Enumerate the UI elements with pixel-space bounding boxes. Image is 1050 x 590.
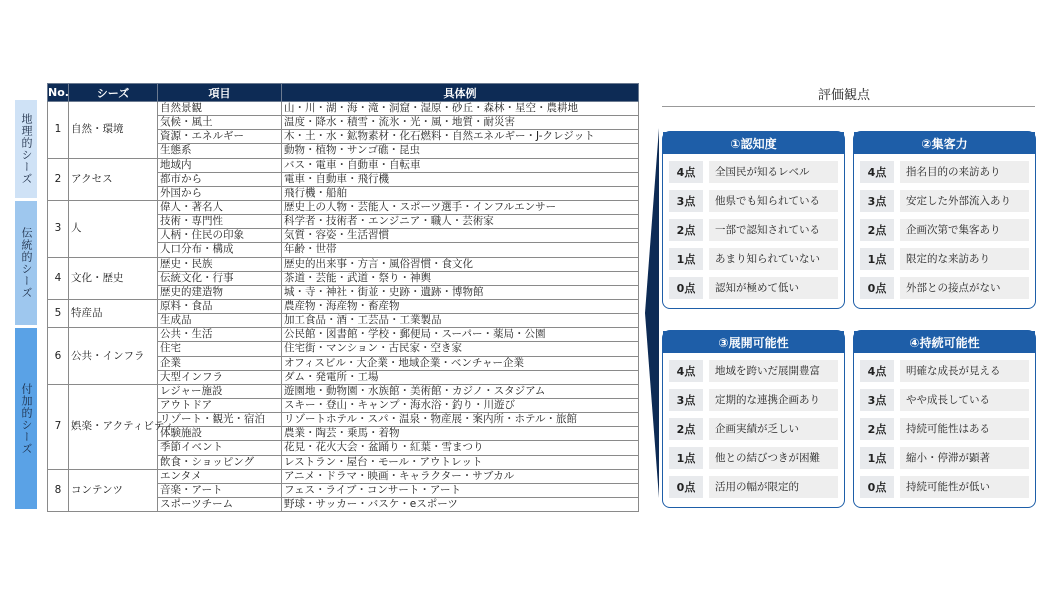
cell-example: 電車・自動車・飛行機 [282, 172, 639, 186]
cell-item: 生成品 [158, 314, 282, 328]
score-row [669, 476, 838, 498]
table-row [48, 102, 639, 116]
score-description: 外部との接点がない [900, 277, 1029, 299]
score-points: 4点 [669, 161, 703, 183]
cell-example: 城・寺・神社・街並・史跡・遺跡・博物館 [282, 285, 639, 299]
cell-example: フェス・ライブ・コンサート・アート [282, 483, 639, 497]
cell-example: 温度・降水・積雪・流氷・光・風・地質・耐災害 [282, 116, 639, 130]
cell-no: 1 [48, 102, 69, 159]
score-row [860, 476, 1029, 498]
score-row [669, 219, 838, 241]
cell-seeds: アクセス [69, 158, 158, 200]
score-description: 全国民が知るレベル [709, 161, 838, 183]
score-description: 定期的な連携企画あり [709, 389, 838, 411]
cell-example: 遊園地・動物園・水族館・美術館・カジノ・スタジアム [282, 384, 639, 398]
score-description: 活用の幅が限定的 [709, 476, 838, 498]
cell-no: 7 [48, 384, 69, 469]
cell-no: 2 [48, 158, 69, 200]
score-points: 2点 [860, 219, 894, 241]
score-points: 2点 [669, 418, 703, 440]
score-points: 3点 [860, 389, 894, 411]
cell-seeds: 特産品 [69, 299, 158, 327]
header-seeds: シーズ [69, 84, 158, 102]
cell-example: リゾートホテル・スパ・温泉・物産展・案内所・ホテル・旅館 [282, 413, 639, 427]
cell-item: 歴史的建造物 [158, 285, 282, 299]
card-expandability [662, 330, 845, 508]
side-label-additional: 付加的シーズ [15, 328, 37, 509]
cell-item: 大型インフラ [158, 370, 282, 384]
cell-item: 住宅 [158, 342, 282, 356]
cell-item: レジャー施設 [158, 384, 282, 398]
score-description: 縮小・停滞が顕著 [900, 447, 1029, 469]
seeds-table [47, 83, 639, 512]
table-row [48, 299, 639, 313]
score-points: 4点 [860, 161, 894, 183]
cell-no: 3 [48, 200, 69, 257]
cell-example: バス・電車・自動車・自転車 [282, 158, 639, 172]
score-row [860, 389, 1029, 411]
table-row [48, 469, 639, 483]
cell-example: オフィスビル・大企業・地域企業・ベンチャー企業 [282, 356, 639, 370]
card-recognition [662, 131, 845, 309]
score-row [669, 389, 838, 411]
cell-item: 体験施設 [158, 427, 282, 441]
cell-example: 公民館・図書館・学校・郵便局・スーパー・薬局・公園 [282, 328, 639, 342]
cell-item: 飲食・ショッピング [158, 455, 282, 469]
score-description: 企画次第で集客あり [900, 219, 1029, 241]
score-points: 0点 [669, 277, 703, 299]
cell-item: 伝統文化・行事 [158, 271, 282, 285]
score-row [669, 190, 838, 212]
score-description: 持続可能性はある [900, 418, 1029, 440]
score-points: 3点 [860, 190, 894, 212]
score-description: 企画実績が乏しい [709, 418, 838, 440]
cell-example: 花見・花火大会・盆踊り・紅葉・雪まつり [282, 441, 639, 455]
score-description: あまり知られていない [709, 248, 838, 270]
score-description: 一部で認知されている [709, 219, 838, 241]
cell-no: 4 [48, 257, 69, 299]
pointer-arrow [645, 128, 659, 498]
card-title: ①認知度 [663, 132, 844, 154]
cell-item: 資源・エネルギー [158, 130, 282, 144]
cell-item: 都市から [158, 172, 282, 186]
evaluation-title: 評価観点 [818, 88, 871, 103]
side-label-traditional: 伝統的シーズ [15, 201, 37, 325]
score-points: 4点 [860, 360, 894, 382]
cell-item: 偉人・著名人 [158, 200, 282, 214]
cell-item: 人柄・住民の印象 [158, 229, 282, 243]
score-row [860, 418, 1029, 440]
score-row [860, 248, 1029, 270]
cell-item: 地域内 [158, 158, 282, 172]
cell-no: 6 [48, 328, 69, 385]
score-description: 認知が極めて低い [709, 277, 838, 299]
table-body [48, 102, 639, 512]
cell-item: 音楽・アート [158, 483, 282, 497]
score-description: 指名目的の来訪あり [900, 161, 1029, 183]
cell-item: 気候・風土 [158, 116, 282, 130]
cell-example: 農産物・海産物・畜産物 [282, 299, 639, 313]
score-row [669, 248, 838, 270]
score-description: 地域を跨いだ展開豊富 [709, 360, 838, 382]
cell-item: スポーツチーム [158, 497, 282, 511]
score-points: 2点 [669, 219, 703, 241]
cell-example: 動物・植物・サンゴ礁・昆虫 [282, 144, 639, 158]
header-example: 具体例 [282, 84, 639, 102]
cell-example: 科学者・技術者・エンジニア・職人・芸術家 [282, 215, 639, 229]
cell-example: 気質・容姿・生活習慣 [282, 229, 639, 243]
table-row [48, 158, 639, 172]
score-row [860, 447, 1029, 469]
score-points: 2点 [860, 418, 894, 440]
score-row [860, 360, 1029, 382]
card-title: ④持続可能性 [854, 331, 1035, 353]
cell-item: 企業 [158, 356, 282, 370]
table-header-row [48, 84, 639, 102]
score-row [669, 418, 838, 440]
score-row [669, 161, 838, 183]
score-points: 3点 [669, 389, 703, 411]
score-description: 明確な成長が見える [900, 360, 1029, 382]
cell-item: 歴史・民族 [158, 257, 282, 271]
cell-seeds: 娯楽・アクティビティ [69, 384, 158, 469]
card-attraction [853, 131, 1036, 309]
cell-item: 自然景観 [158, 102, 282, 116]
score-row [860, 161, 1029, 183]
score-points: 0点 [669, 476, 703, 498]
score-description: 他との結びつきが困難 [709, 447, 838, 469]
score-description: 他県でも知られている [709, 190, 838, 212]
card-title: ②集客力 [854, 132, 1035, 154]
cell-item: 季節イベント [158, 441, 282, 455]
cell-example: 飛行機・船舶 [282, 186, 639, 200]
cell-example: 木・土・水・鉱物素材・化石燃料・自然エネルギー・J-クレジット [282, 130, 639, 144]
score-points: 0点 [860, 476, 894, 498]
score-row [860, 219, 1029, 241]
score-points: 1点 [669, 248, 703, 270]
card-sustainability [853, 330, 1036, 508]
cell-example: 茶道・芸能・武道・祭り・神輿 [282, 271, 639, 285]
card-title: ③展開可能性 [663, 331, 844, 353]
table-row [48, 328, 639, 342]
cell-no: 8 [48, 469, 69, 511]
header-item: 項目 [158, 84, 282, 102]
cell-example: 歴史的出来事・方言・風俗習慣・食文化 [282, 257, 639, 271]
cell-example: ダム・発電所・工場 [282, 370, 639, 384]
cell-item: 原料・食品 [158, 299, 282, 313]
cell-example: 山・川・湖・海・滝・洞窟・湿原・砂丘・森林・星空・農耕地 [282, 102, 639, 116]
score-row [860, 277, 1029, 299]
cell-example: 野球・サッカー・バスケ・eスポーツ [282, 497, 639, 511]
score-points: 4点 [669, 360, 703, 382]
score-row [669, 277, 838, 299]
cell-example: アニメ・ドラマ・映画・キャラクター・サブカル [282, 469, 639, 483]
cell-no: 5 [48, 299, 69, 327]
cell-seeds: コンテンツ [69, 469, 158, 511]
cell-example: 住宅街・マンション・古民家・空き家 [282, 342, 639, 356]
cell-seeds: 自然・環境 [69, 102, 158, 159]
score-points: 3点 [669, 190, 703, 212]
cell-item: 生態系 [158, 144, 282, 158]
score-row [860, 190, 1029, 212]
cell-example: 農業・陶芸・乗馬・着物 [282, 427, 639, 441]
score-description: やや成長している [900, 389, 1029, 411]
cell-example: 加工食品・酒・工芸品・工業製品 [282, 314, 639, 328]
cell-example: スキー・登山・キャンプ・海水浴・釣り・川遊び [282, 398, 639, 412]
score-description: 安定した外部流入あり [900, 190, 1029, 212]
score-row [669, 447, 838, 469]
table-row [48, 200, 639, 214]
cell-item: 人口分布・構成 [158, 243, 282, 257]
cell-item: 技術・専門性 [158, 215, 282, 229]
cell-item: エンタメ [158, 469, 282, 483]
cell-item: アウトドア [158, 398, 282, 412]
score-points: 0点 [860, 277, 894, 299]
divider [662, 106, 1035, 107]
table-row [48, 257, 639, 271]
table-row [48, 384, 639, 398]
score-description: 持続可能性が低い [900, 476, 1029, 498]
score-row [669, 360, 838, 382]
cell-seeds: 文化・歴史 [69, 257, 158, 299]
header-no: No. [48, 84, 69, 102]
score-points: 1点 [860, 248, 894, 270]
cell-seeds: 人 [69, 200, 158, 257]
score-points: 1点 [860, 447, 894, 469]
cell-example: 年齢・世帯 [282, 243, 639, 257]
side-label-geographic: 地理的シーズ [15, 100, 37, 198]
cell-example: レストラン・屋台・モール・アウトレット [282, 455, 639, 469]
cell-seeds: 公共・インフラ [69, 328, 158, 385]
cell-item: リゾート・観光・宿泊 [158, 413, 282, 427]
cell-example: 歴史上の人物・芸能人・スポーツ選手・インフルエンサー [282, 200, 639, 214]
score-description: 限定的な来訪あり [900, 248, 1029, 270]
cell-item: 外国から [158, 186, 282, 200]
score-points: 1点 [669, 447, 703, 469]
cell-item: 公共・生活 [158, 328, 282, 342]
